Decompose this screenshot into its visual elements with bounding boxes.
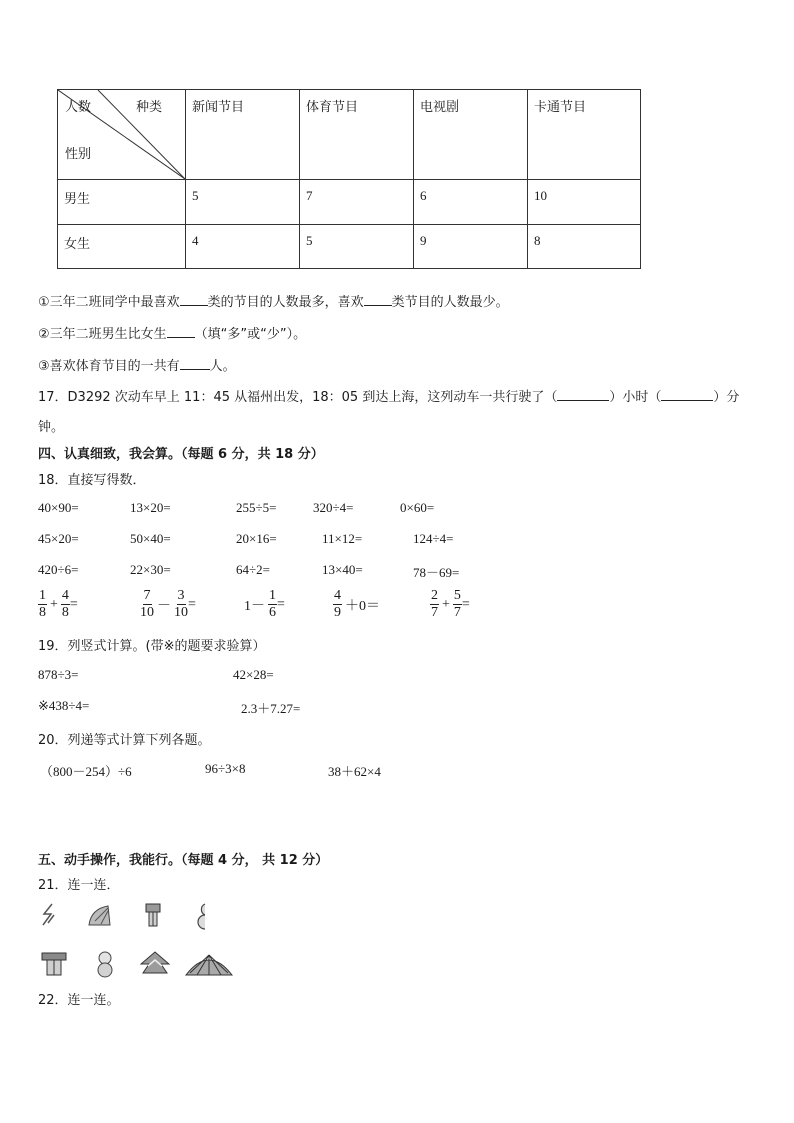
stepwise-calc-item: （800－254）÷6 [40, 764, 132, 779]
table-cell: 4 [186, 225, 300, 269]
vertical-calc-item: 42×28= [233, 667, 274, 682]
q16-part3: ③喜欢体育节目的一共有 人。 [38, 359, 236, 374]
umbrella-icon[interactable] [184, 953, 234, 977]
row-label: 女生 [58, 225, 186, 269]
table-cell: 9 [414, 225, 528, 269]
section5-title: 五、动手操作，我能行。（每题 4 分， 共 12 分） [38, 853, 329, 868]
minutes-blank[interactable] [661, 388, 713, 401]
calc-item: 22×30= [130, 562, 171, 577]
snowman-icon[interactable] [93, 950, 117, 978]
q19-title: 19．列竖式计算。(带※的题要求验算） [38, 639, 266, 654]
calc-item: 124÷4= [413, 531, 454, 546]
table-cell: 8 [528, 225, 641, 269]
table-cell: 5 [300, 225, 414, 269]
q20-title: 20．列递等式计算下列各题。 [38, 733, 211, 748]
vertical-calc-item: ※438÷4= [38, 698, 90, 713]
calc-item: 40×90= [38, 500, 79, 515]
house-icon[interactable] [40, 951, 68, 977]
calc-item: 11×12= [322, 531, 363, 546]
calc-item: 255÷5= [236, 500, 277, 515]
column-header: 体育节目 [300, 90, 414, 180]
section4-title: 四、认真细致，我会算。（每题 6 分，共 18 分） [38, 447, 324, 462]
q17-line1: 17．D3292 次动车早上 11：45 从福州出发，18：05 到达上海，这列动车一共行驶了（ ）小时（ ）分 [38, 390, 740, 405]
table-cell: 5 [186, 180, 300, 225]
q18-title: 18．直接写得数． [38, 473, 146, 488]
q17-line2: 钟。 [38, 420, 65, 435]
answer-blank[interactable] [180, 293, 208, 306]
vertical-calc-item: 878÷3= [38, 667, 79, 682]
survey-table [57, 89, 641, 269]
calc-item: 0×60= [400, 500, 435, 515]
header-people-count: 人数 [65, 100, 92, 115]
calc-item: 45×20= [38, 531, 79, 546]
calc-item: 20×16= [236, 531, 277, 546]
diagonal-header-cell [58, 90, 186, 180]
column-header: 卡通节目 [528, 90, 641, 180]
calc-item: 420÷6= [38, 562, 79, 577]
q16-part2: ②三年二班男生比女生 （填“多”或“少”）。 [38, 327, 307, 342]
hours-blank[interactable] [557, 388, 609, 401]
fraction-item: $\frac{4}{9}$ ＋0＝ [334, 588, 380, 620]
lightning-half-icon[interactable] [40, 903, 60, 927]
stepwise-calc-item: 38＋62×4 [328, 764, 381, 779]
header-gender: 性别 [65, 147, 92, 162]
calc-item: 320÷4= [313, 500, 354, 515]
tree-icon[interactable] [140, 951, 170, 977]
column-header: 新闻节目 [186, 90, 300, 180]
q16-part1: ①三年二班同学中最喜欢 类的节目的人数最多，喜欢 类节目的人数最少。 [38, 295, 509, 310]
table-cell: 10 [528, 180, 641, 225]
snowman-half-icon[interactable] [196, 902, 210, 930]
table-row [58, 180, 641, 225]
house-half-icon[interactable] [144, 902, 162, 928]
calc-item: 50×40= [130, 531, 171, 546]
vertical-calc-item: 2.3＋7.27= [241, 701, 301, 716]
q22-title: 22．连一连。 [38, 993, 120, 1008]
fraction-item: 1－ $\frac{1}{6}$ = [244, 588, 285, 620]
row-label: 男生 [58, 180, 186, 225]
answer-blank[interactable] [364, 293, 392, 306]
answer-blank[interactable] [180, 357, 210, 370]
calc-item: 13×40= [322, 562, 363, 577]
answer-blank[interactable] [167, 325, 195, 338]
q21-title: 21．连一连． [38, 878, 120, 893]
fraction-item: $\frac{7}{10}$ － $\frac{3}{10}$ = [140, 588, 196, 620]
fraction-item: $\frac{2}{7}$ + $\frac{5}{7}$ = [431, 588, 470, 620]
stepwise-calc-item: 96÷3×8 [205, 761, 246, 776]
fraction-item: $\frac{1}{8}$ + $\frac{4}{8}$ = [39, 588, 78, 620]
calc-item: 13×20= [130, 500, 171, 515]
table-row [58, 225, 641, 269]
header-category: 种类 [136, 100, 163, 115]
calc-item: 64÷2= [236, 562, 270, 577]
column-header: 电视剧 [414, 90, 528, 180]
calc-item: 78－69= [413, 565, 460, 580]
table-cell: 7 [300, 180, 414, 225]
umbrella-half-icon[interactable] [86, 903, 112, 927]
table-cell: 6 [414, 180, 528, 225]
